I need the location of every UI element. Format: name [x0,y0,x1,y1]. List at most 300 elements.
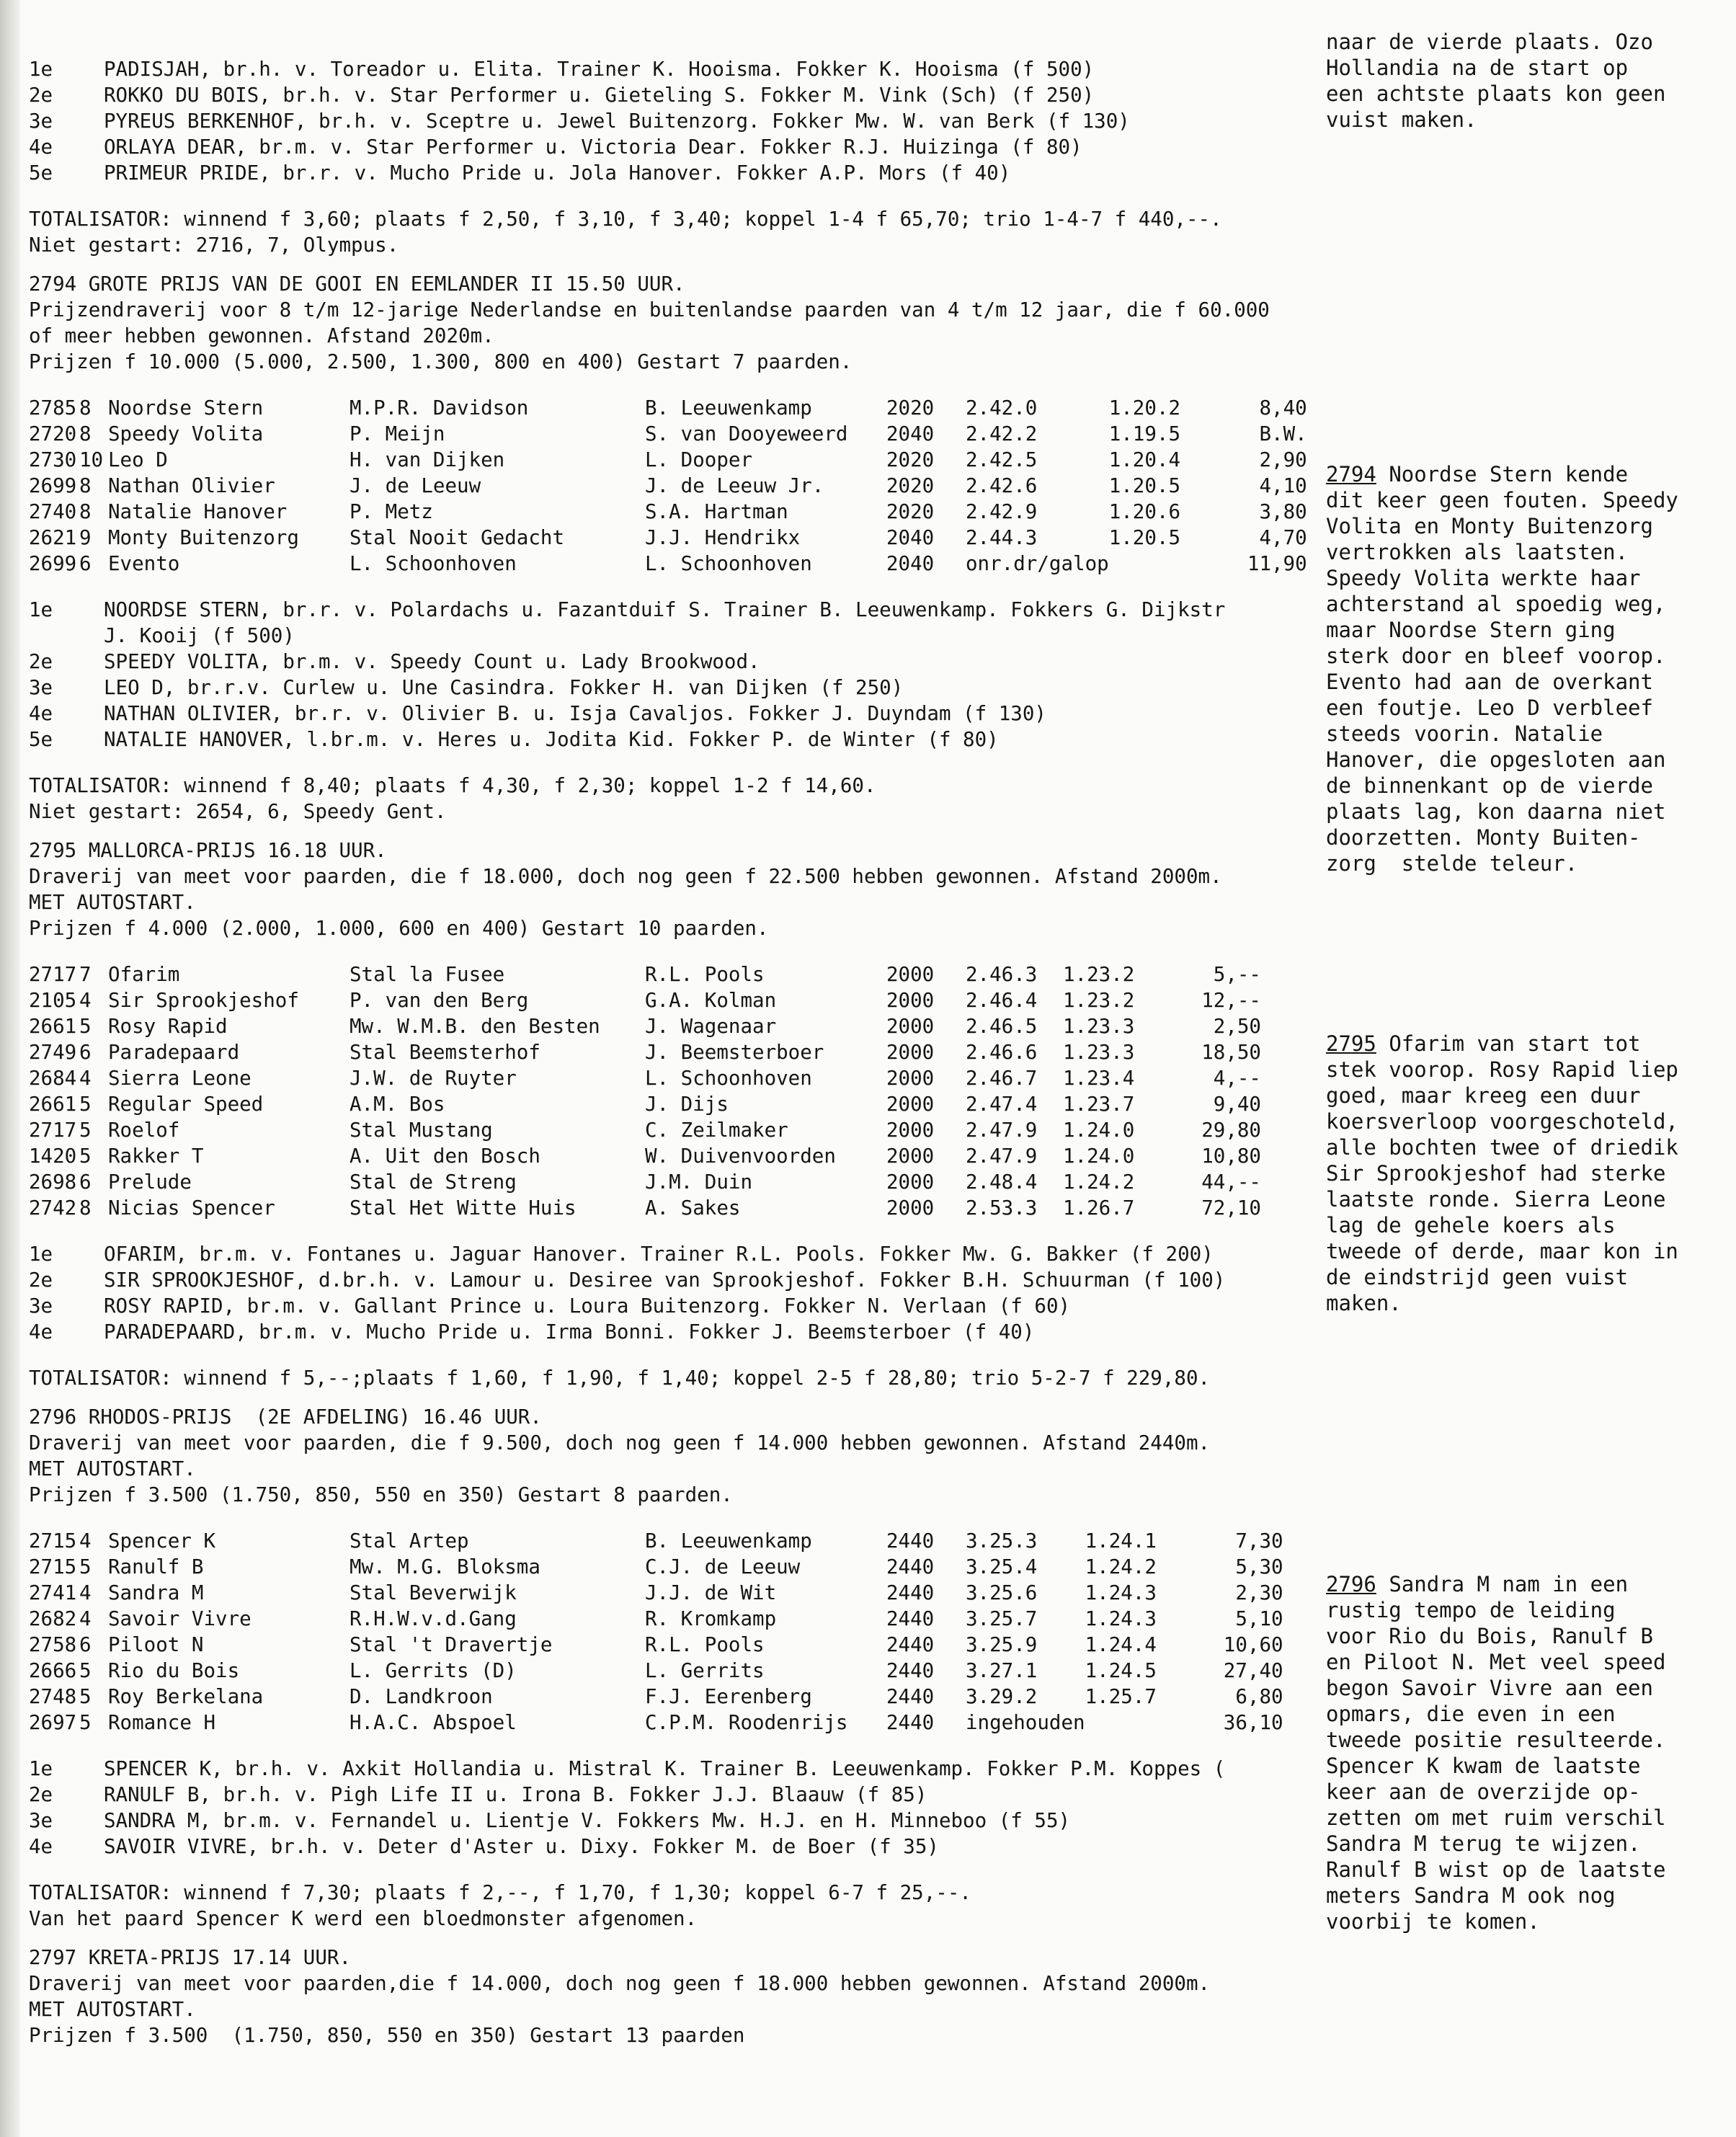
note-line: maken. [1326,1291,1402,1315]
results-column [29,56,1326,2048]
placing-row [29,1293,1326,1319]
horse-name-cell: Paradepaard [108,1041,240,1064]
driver-cell: R. Kromkamp [645,1607,777,1630]
placing-position: 2e [29,650,53,673]
distance-cell: 2440 [886,1529,935,1552]
km-time-cell: 1.24.3 [1085,1607,1157,1630]
driver-cell: W. Duivenvoorden [645,1145,836,1168]
race-section [29,258,1326,825]
horse-name-cell: Ranulf B [108,1555,204,1578]
race-header-line: MET AUTOSTART. [29,891,196,914]
odds-cell: 29,80 [1201,1119,1261,1142]
horse-name-cell: Rakker T [108,1145,204,1168]
spacer [29,1391,1326,1404]
table-row [29,395,1307,421]
distance-cell: 2440 [886,1659,935,1682]
note-line: zorg stelde teleur. [1326,851,1578,876]
placing-position [29,623,104,649]
distance-cell: 2020 [886,396,935,419]
note-line: doorzetten. Monty Buiten- [1326,825,1641,850]
distance-cell: 2440 [886,1555,935,1578]
driver-cell: L. Dooper [645,448,753,471]
km-time-cell: 1.24.0 [1063,1119,1135,1142]
horse-name-cell: Savoir Vivre [108,1607,252,1630]
race-time-cell: 3.25.3 [966,1529,1038,1552]
owner-cell: Stal Beemsterhof [350,1041,540,1064]
placing-position: 1e [29,58,53,81]
horse-name-cell: Nathan Olivier [108,474,275,497]
km-time-cell: 1.23.2 [1063,989,1135,1012]
note-line: achterstand al spoedig weg, [1326,592,1666,616]
owner-cell: M.P.R. Davidson [350,396,529,419]
ref-number-cell: 2699 [29,474,77,497]
odds-cell: 12,-- [1201,989,1261,1012]
km-time-cell: 1.25.7 [1085,1685,1157,1708]
race-header-line: Prijzendraverij voor 8 t/m 12-jarige Nederlandse en buitenlandse paarden van 4 t/m 12 jaar, die f 60.000 [29,298,1270,321]
note-line: Hollandia na de start op [1326,55,1629,80]
placing-position: 3e [29,676,53,699]
odds-cell: 9,40 [1213,1093,1261,1116]
note-first-line [1326,1031,1678,1057]
horse-name-cell: Nicias Spencer [108,1196,275,1219]
note-line: Sandra M terug te wijzen. [1326,1831,1641,1856]
age-cell: 4 [79,1607,92,1630]
table-row [29,1710,1283,1736]
placing-row [29,82,1326,108]
spacer [29,1736,1326,1756]
horse-name-cell: Sandra M [108,1581,204,1604]
note-line: vertrokken als laatsten. [1326,540,1629,564]
table-row [29,1039,1261,1065]
odds-cell: 8,40 [1259,396,1307,419]
placing-text: SPEEDY VOLITA, br.m. v. Speedy Count u. Lady Brookwood. [104,650,760,673]
race-time-cell: 2.42.6 [966,474,1038,497]
note-line: de binnenkant op de vierde [1326,773,1653,798]
note-line: een achtste plaats kon geen [1326,81,1666,106]
driver-cell: J.J. Hendrikx [645,526,801,549]
race-time-cell: 2.46.6 [966,1041,1038,1064]
table-row [29,525,1307,551]
placing-row [29,727,1326,752]
note-line: de eindstrijd geen vuist [1326,1265,1629,1289]
ref-number-cell: 2661 [29,1093,77,1116]
race-section-previous [29,56,1326,258]
note-line: opmars, die even in een [1326,1702,1616,1726]
ref-number-cell: 2699 [29,552,77,575]
race-header-line: 2794 GROTE PRIJS VAN DE GOOI EN EEMLANDER II 15.50 UUR. [29,272,685,296]
totalisator-line: TOTALISATOR: winnend f 8,40; plaats f 4,30, f 2,30; koppel 1-2 f 14,60. [29,774,876,797]
placing-text: ROKKO DU BOIS, br.h. v. Star Performer u. Gieteling S. Fokker M. Vink (Sch) (f 250) [104,84,1095,107]
odds-cell: 11,90 [1247,552,1307,575]
note-line: een foutje. Leo D verbleef [1326,696,1653,720]
age-cell: 5 [79,1015,92,1038]
table-row [29,1528,1283,1554]
km-time-cell: 1.24.0 [1063,1145,1135,1168]
driver-cell: L. Schoonhoven [645,1067,812,1090]
ref-number-cell: 1420 [29,1145,77,1168]
distance-cell: 2020 [886,448,935,471]
odds-cell: 27,40 [1223,1659,1283,1682]
owner-cell: P. Meijn [350,422,445,445]
km-time-cell: 1.24.2 [1085,1555,1157,1578]
placing-position: 4e [29,1320,53,1343]
odds-cell: 2,30 [1235,1581,1283,1604]
age-cell: 6 [79,1041,92,1064]
horse-name-cell: Monty Buitenzorg [108,526,299,549]
race-time-cell: 2.47.9 [966,1119,1038,1142]
race-section [29,1391,1326,1932]
table-row [29,1684,1283,1710]
km-time-cell: 1.23.2 [1063,963,1135,986]
race-sections [29,258,1326,1932]
results-table [29,1528,1283,1736]
note-line: dit keer geen fouten. Speedy [1326,488,1678,512]
ref-number-cell: 2697 [29,1711,77,1734]
distance-cell: 2000 [886,1119,935,1142]
ref-number-cell: 2758 [29,1633,77,1656]
ref-number-cell: 2105 [29,989,77,1012]
driver-cell: J. Beemsterboer [645,1041,824,1064]
race-header-line: of meer hebben gewonnen. Afstand 2020m. [29,324,494,347]
race-header-line: 2797 KRETA-PRIJS 17.14 UUR. [29,1946,352,1969]
ref-number-cell: 2715 [29,1555,77,1578]
age-cell: 8 [79,474,92,497]
owner-cell: L. Gerrits (D) [350,1659,517,1682]
owner-cell: Stal de Streng [350,1170,517,1194]
driver-cell: R.L. Pools [645,963,765,986]
table-row [29,421,1307,447]
spacer [29,258,1326,271]
placing-row [29,675,1326,701]
driver-cell: J. de Leeuw Jr. [645,474,824,497]
race-header-line: Prijzen f 3.500 (1.750, 850, 550 en 350) Gestart 13 paarden [29,2024,745,2047]
placing-row [29,108,1326,134]
spacer [29,1345,1326,1365]
odds-cell: 72,10 [1201,1196,1261,1219]
note-line: meters Sandra M ook nog [1326,1883,1616,1908]
note-text: Noordse Stern kende [1389,462,1629,487]
placing-row [29,649,1326,675]
note-text: Ofarim van start tot [1389,1031,1641,1056]
ref-number-cell: 2748 [29,1685,77,1708]
race-time-cell: 3.25.6 [966,1581,1038,1604]
horse-name-cell: Rio du Bois [108,1659,240,1682]
note-line: sterk door en bleef voorop. [1326,644,1666,668]
odds-cell: 2,90 [1259,448,1307,471]
odds-cell: 6,80 [1235,1685,1283,1708]
driver-cell: C.J. de Leeuw [645,1555,801,1578]
odds-cell: 5,30 [1235,1555,1283,1578]
ref-number-cell: 2717 [29,963,77,986]
age-cell: 5 [79,1685,92,1708]
owner-cell: J. de Leeuw [350,474,481,497]
distance-cell: 2440 [886,1607,935,1630]
ref-number-cell: 2621 [29,526,77,549]
placing-row [29,597,1326,623]
driver-cell: J.J. de Wit [645,1581,777,1604]
ref-number-cell: 2715 [29,1529,77,1552]
race-time-cell: 2.46.4 [966,989,1038,1012]
driver-cell: L. Gerrits [645,1659,765,1682]
km-time-cell: 1.20.5 [1108,474,1181,497]
placing-row [29,1756,1326,1782]
distance-cell: 2000 [886,1145,935,1168]
race-time-cell: 3.25.9 [966,1633,1038,1656]
race-time-cell: 2.46.3 [966,963,1038,986]
race-header-line: 2795 MALLORCA-PRIJS 16.18 UUR. [29,839,387,862]
commentary-note [1326,1031,1678,1316]
owner-cell: J.W. de Ruyter [350,1067,517,1090]
placing-position: 1e [29,1243,53,1266]
placing-position: 3e [29,1809,53,1832]
distance-cell: 2000 [886,963,935,986]
note-line: rustig tempo de leiding [1326,1598,1616,1622]
distance-cell: 2440 [886,1581,935,1604]
age-cell: 5 [79,1659,92,1682]
spacer [29,577,1326,597]
horse-name-cell: Speedy Volita [108,422,264,445]
horse-name-cell: Regular Speed [108,1093,264,1116]
age-cell: 4 [79,989,92,1012]
table-row [29,1013,1261,1039]
note-line: Speedy Volita werkte haar [1326,566,1641,590]
age-cell: 9 [79,526,92,549]
note-line: voorbij te komen. [1326,1909,1540,1934]
table-row [29,1195,1261,1221]
race-header-line: MET AUTOSTART. [29,1457,196,1480]
age-cell: 7 [79,963,92,986]
placing-text: LEO D, br.r.v. Curlew u. Une Casindra. Fokker H. van Dijken (f 250) [104,676,904,699]
race-time-cell: 3.27.1 [966,1659,1038,1682]
owner-cell: Mw. M.G. Bloksma [350,1555,540,1578]
table-row [29,551,1307,577]
placing-position: 4e [29,1835,53,1858]
age-cell: 5 [79,1145,92,1168]
note-line: naar de vierde plaats. Ozo [1326,30,1653,54]
placing-row [29,1782,1326,1808]
age-cell: 8 [79,500,92,523]
race-header-line: Draverij van meet voor paarden,die f 14.000, doch nog geen f 18.000 hebben gewonnen. Afstand 2000m. [29,1972,1211,1995]
race-time-cell: 2.42.2 [966,422,1038,445]
race-header-line: Prijzen f 3.500 (1.750, 850, 550 en 350) Gestart 8 paarden. [29,1483,733,1506]
driver-cell: C.P.M. Roodenrijs [645,1711,848,1734]
owner-cell: Stal Beverwijk [350,1581,517,1604]
owner-cell: L. Schoonhoven [350,552,517,575]
commentary-note [1326,461,1678,876]
race-time-cell: 3.25.7 [966,1607,1038,1630]
table-row [29,499,1307,525]
age-cell: 5 [79,1711,92,1734]
odds-cell: 3,80 [1259,500,1307,523]
age-cell: 6 [79,1633,92,1656]
driver-cell: S.A. Hartman [645,500,788,523]
table-row [29,473,1307,499]
km-time-cell: 1.24.2 [1063,1170,1135,1194]
odds-cell: 18,50 [1201,1041,1261,1064]
placing-row [29,160,1326,186]
owner-cell: H.A.C. Abspoel [350,1711,517,1734]
placing-text: PARADEPAARD, br.m. v. Mucho Pride u. Irma Bonni. Fokker J. Beemsterboer (f 40) [104,1320,1035,1343]
km-time-cell: 1.24.1 [1085,1529,1157,1552]
odds-cell: 4,-- [1213,1067,1261,1090]
owner-cell: Stal Nooit Gedacht [350,526,565,549]
ref-number-cell: 2661 [29,1015,77,1038]
ref-number-cell: 2720 [29,422,77,445]
odds-cell: 5,10 [1235,1607,1283,1630]
race-time-cell: 2.46.5 [966,1015,1038,1038]
scan-edge-shadow [0,0,20,2137]
note-line: goed, maar kreeg een duur [1326,1083,1641,1108]
note-line: tweede of derde, maar kon in [1326,1239,1678,1263]
spacer [29,1221,1326,1241]
note-line: Spencer K kwam de laatste [1326,1754,1641,1778]
horse-name-cell: Leo D [108,448,168,471]
ref-number-cell: 2717 [29,1119,77,1142]
distance-cell: 2020 [886,474,935,497]
note-line: koersverloop voorgeschoteld, [1326,1109,1678,1134]
km-time-cell: 1.20.2 [1108,396,1181,419]
distance-cell: 2440 [886,1685,935,1708]
distance-cell: 2000 [886,1170,935,1194]
ref-number-cell: 2682 [29,1607,77,1630]
km-time-cell: 1.26.7 [1063,1196,1135,1219]
race-header-line: Prijzen f 10.000 (5.000, 2.500, 1.300, 800 en 400) Gestart 7 paarden. [29,350,853,373]
note-race-number: 2795 [1326,1031,1376,1056]
placing-row [29,1319,1326,1345]
km-time-cell [1109,551,1224,577]
owner-cell: Stal Het Witte Huis [350,1196,577,1219]
odds-cell: 4,70 [1259,526,1307,549]
placing-row [29,56,1326,82]
race-time-cell: 2.53.3 [966,1196,1038,1219]
age-cell: 8 [79,422,92,445]
spacer [29,752,1326,773]
race-time-cell: 2.42.5 [966,448,1038,471]
table-row [29,1065,1261,1091]
placing-text: SPENCER K, br.h. v. Axkit Hollandia u. Mistral K. Trainer B. Leeuwenkamp. Fokker P.M. Koppes ( [104,1757,1226,1780]
placing-text: ROSY RAPID, br.m. v. Gallant Prince u. Loura Buitenzorg. Fokker N. Verlaan (f 60) [104,1294,1071,1318]
horse-name-cell: Natalie Hanover [108,500,288,523]
km-time-cell: 1.20.5 [1108,526,1181,549]
note-race-number: 2796 [1326,1572,1376,1596]
placing-text: PYREUS BERKENHOF, br.h. v. Sceptre u. Jewel Buitenzorg. Fokker Mw. W. van Berk (f 130) [104,110,1130,133]
odds-cell: 44,-- [1201,1170,1261,1194]
distance-cell: 2040 [886,526,935,549]
placing-text: ORLAYA DEAR, br.m. v. Star Performer u. Victoria Dear. Fokker R.J. Huizinga (f 80) [104,135,1082,159]
race-time-cell: 2.47.4 [966,1093,1038,1116]
spacer [29,1508,1326,1528]
table-row [29,1632,1283,1658]
table-row [29,1580,1283,1606]
km-time-cell: 1.23.3 [1063,1041,1135,1064]
placing-position: 3e [29,110,53,133]
note-line: lag de gehele koers als [1326,1213,1616,1238]
results-table [29,961,1261,1221]
owner-cell: Stal Artep [350,1529,469,1552]
race-header-line: Prijzen f 4.000 (2.000, 1.000, 600 en 400) Gestart 10 paarden. [29,917,769,940]
driver-cell: B. Leeuwenkamp [645,1529,812,1552]
note-line: alle bochten twee of driedik [1326,1135,1678,1160]
odds-cell: 5,-- [1213,963,1261,986]
age-cell: 10 [79,448,104,471]
driver-cell: S. van Dooyeweerd [645,422,848,445]
placing-text: NOORDSE STERN, br.r. v. Polardachs u. Fazantduif S. Trainer B. Leeuwenkamp. Fokkers G. Dijkstr [104,598,1226,621]
km-time-cell: 1.24.5 [1085,1659,1157,1682]
race-header-line: MET AUTOSTART. [29,1998,196,2021]
note-line: stek voorop. Rosy Rapid liep [1326,1057,1678,1082]
race-time-cell: 2.46.7 [966,1067,1038,1090]
age-cell: 6 [79,1170,92,1194]
placing-row [29,1834,1326,1860]
ref-number-cell: 2749 [29,1041,77,1064]
km-time-cell: 1.24.3 [1085,1581,1157,1604]
driver-cell: C. Zeilmaker [645,1119,788,1142]
commentary-column [1326,29,1701,1934]
horse-name-cell: Piloot N [108,1633,204,1656]
note-line: Sir Sprookjeshof had sterke [1326,1161,1666,1186]
owner-cell: Stal la Fusee [350,963,505,986]
race-time-cell: 3.25.4 [966,1555,1038,1578]
horse-name-cell: Roy Berkelana [108,1685,264,1708]
distance-cell: 2000 [886,1041,935,1064]
distance-cell: 2000 [886,1015,935,1038]
table-row [29,1091,1261,1117]
ref-number-cell: 2666 [29,1659,77,1682]
age-cell: 4 [79,1067,92,1090]
owner-cell: D. Landkroon [350,1685,493,1708]
commentary-note [1326,1571,1665,1934]
placing-text: SAVOIR VIVRE, br.h. v. Deter d'Aster u. Dixy. Fokker M. de Boer (f 35) [104,1835,939,1858]
placing-row [29,1267,1326,1293]
placing-text: NATALIE HANOVER, l.br.m. v. Heres u. Jodita Kid. Fokker P. de Winter (f 80) [104,728,999,751]
placing-position: 4e [29,702,53,725]
note-line: tweede positie resulteerde. [1326,1728,1666,1752]
owner-cell: H. van Dijken [350,448,505,471]
results-table [29,395,1307,577]
distance-cell: 2440 [886,1711,935,1734]
km-time-cell: 1.20.4 [1108,448,1181,471]
distance-cell: 2000 [886,989,935,1012]
owner-cell: Stal Mustang [350,1119,493,1142]
placing-position: 4e [29,135,53,159]
odds-cell: 10,60 [1223,1633,1283,1656]
distance-cell: 2020 [886,500,935,523]
ref-number-cell: 2698 [29,1170,77,1194]
driver-cell: A. Sakes [645,1196,741,1219]
driver-cell: J.M. Duin [645,1170,753,1194]
owner-cell: A. Uit den Bosch [350,1145,540,1168]
horse-name-cell: Romance H [108,1711,216,1734]
note-line: voor Rio du Bois, Ranulf B [1326,1624,1653,1648]
km-time-cell: 1.24.4 [1085,1633,1157,1656]
table-row [29,1606,1283,1632]
distance-cell: 2000 [886,1196,935,1219]
horse-name-cell: Rosy Rapid [108,1015,228,1038]
note-line: begon Savoir Vivre aan een [1326,1676,1653,1700]
note-race-number: 2794 [1326,462,1376,487]
race-time-cell: 2.47.9 [966,1145,1038,1168]
horse-name-cell: Evento [108,552,180,575]
horse-name-cell: Sierra Leone [108,1067,252,1090]
distance-cell: 2000 [886,1067,935,1090]
ref-number-cell: 2741 [29,1581,77,1604]
km-time-cell: 1.23.3 [1063,1015,1135,1038]
ref-number-cell: 2730 [29,448,77,471]
placing-text: RANULF B, br.h. v. Pigh Life II u. Irona B. Fokker J.J. Blaauw (f 85) [104,1783,927,1806]
note-line: en Piloot N. Met veel speed [1326,1650,1666,1674]
placing-position: 2e [29,1269,53,1292]
odds-cell: 10,80 [1201,1145,1261,1168]
